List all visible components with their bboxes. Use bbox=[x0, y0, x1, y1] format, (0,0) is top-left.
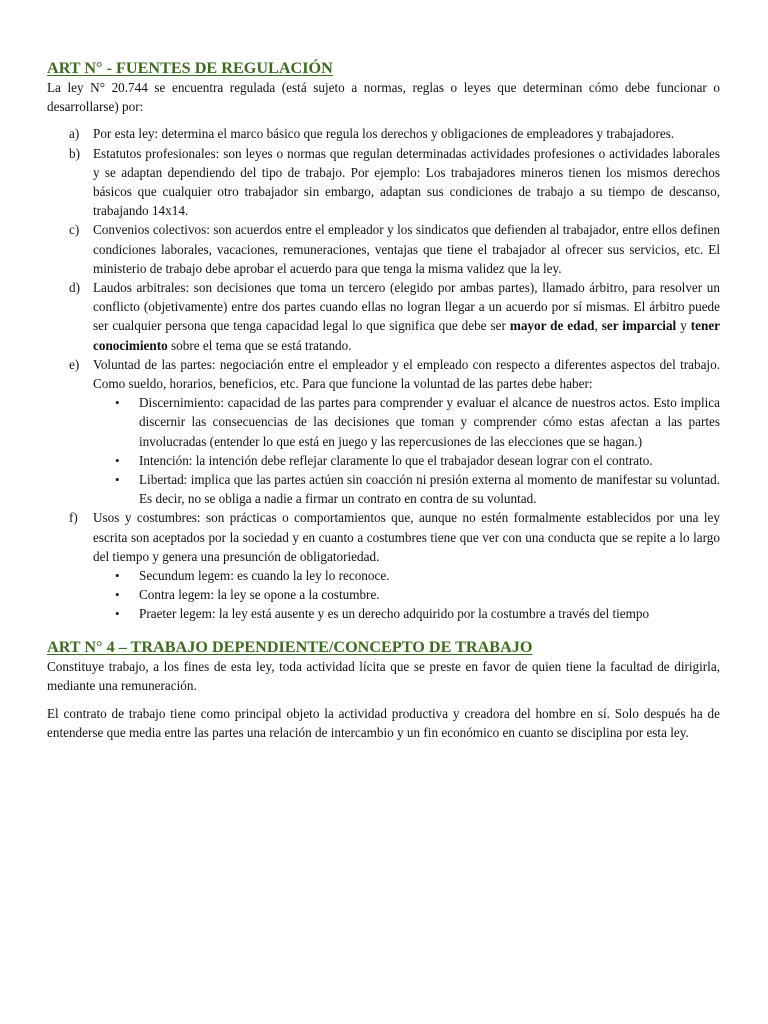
list-marker: b) bbox=[69, 145, 80, 161]
bullet-icon: • bbox=[115, 472, 120, 488]
bullet-item: • Discernimiento: capacidad de las partes para comprender y evaluar el alcance de nuestros actos. Esto implica discernir las consecuencias de las decisiones que toman y comprender cómo estas afectan a las partes involucradas (entender lo que está en juego y las repercusiones de las elecciones que se hagan.) bbox=[115, 395, 720, 449]
bullet-list bbox=[47, 393, 720, 508]
section-1-intro: La ley N° 20.744 se encuentra regulada (está sujeto a normas, reglas o leyes que determinan cómo debe funcionar o desarrollarse) por: bbox=[47, 80, 720, 115]
section-2-paragraph-1: Constituye trabajo, a los fines de esta ley, toda actividad lícita que se preste en favor de quien tiene la facultad de dirigirla, mediante una remuneración. bbox=[47, 658, 720, 693]
list-item bbox=[47, 355, 720, 509]
list-item bbox=[47, 278, 720, 355]
section-2-paragraph-2: El contrato de trabajo tiene como principal objeto la actividad productiva y creadora del hombre en sí. Solo después ha de entenderse que media entre las partes una relación de intercambio y un fin económico en cuanto se disciplina por esta ley. bbox=[47, 706, 720, 741]
list-item-text: Usos y costumbres: son prácticas o comportamientos que, aunque no estén formalmente establecidos por una ley escrita son aceptados por la sociedad y en cuanto a costumbres tiene que ver con una conducta que se repite a lo largo del tiempo y genera una presunción de obligatoriedad. bbox=[93, 510, 720, 564]
bold-term: tener conocimiento bbox=[93, 318, 721, 353]
bold-term: mayor de edad bbox=[509, 318, 595, 334]
list-item bbox=[47, 508, 720, 623]
bullet-item: • Libertad: implica que las partes actúen sin coacción ni presión externa al momento de manifestar su voluntad. Es decir, no se obliga a nadie a firmar un contrato en contra de su voluntad. bbox=[115, 472, 720, 507]
list-marker: d) bbox=[69, 280, 80, 296]
bullet-item: • Praeter legem: la ley está ausente y es un derecho adquirido por la costumbre a través del tiempo bbox=[47, 604, 720, 623]
list-marker: e) bbox=[69, 356, 80, 372]
list-item-text: Voluntad de las partes: negociación entre el empleador y el empleado con respecto a diferentes aspectos del trabajo. Como sueldo, horarios, beneficios, etc. Para que funcione la voluntad de las partes debe haber: bbox=[93, 356, 720, 392]
list-item bbox=[47, 124, 720, 143]
list-marker: f) bbox=[69, 510, 78, 526]
list-marker: a) bbox=[69, 126, 80, 142]
bullet-item: • Contra legem: la ley se opone a la costumbre. bbox=[47, 585, 720, 604]
section-1-title: ART N° - FUENTES DE REGULACIÓN bbox=[47, 59, 333, 77]
bullet-icon: • bbox=[115, 606, 120, 622]
bullet-item: • Intención: la intención debe reflejar claramente lo que el trabajador desean lograr con el contrato. bbox=[47, 451, 720, 470]
list-marker: c) bbox=[69, 222, 80, 238]
bullet-icon: • bbox=[115, 395, 120, 411]
bullet-item: • Secundum legem: es cuando la ley lo reconoce. bbox=[47, 566, 720, 585]
list-item-text: Por esta ley: determina el marco básico que regula los derechos y obligaciones de empleadores y trabajadores. bbox=[93, 126, 675, 142]
sources-list bbox=[47, 124, 720, 623]
list-item bbox=[47, 144, 720, 221]
list-item bbox=[47, 220, 720, 278]
bullet-icon: • bbox=[115, 452, 120, 468]
list-item-text: Laudos arbitrales: son decisiones que toma un tercero (elegido por ambas partes), llamado árbitro, para resolver un conflicto (objetivamente) entre dos partes cuando ellas no logran llegar a un acuerdo por sí mismas. El árbitro puede ser cualquier persona que tenga capacidad legal lo que significa que debe ser mayor de edad, ser imparcial y tener conocimiento sobre el tema que se está tratando. bbox=[93, 280, 721, 353]
bullet-icon: • bbox=[115, 568, 120, 584]
bold-term: ser imparcial bbox=[601, 318, 677, 334]
section-2-title: ART N° 4 – TRABAJO DEPENDIENTE/CONCEPTO DE TRABAJO bbox=[47, 637, 533, 656]
bullet-list bbox=[47, 566, 720, 624]
bullet-icon: • bbox=[115, 587, 120, 603]
list-item-text: Convenios colectivos: son acuerdos entre el empleador y los sindicatos que defienden al trabajador, entre ellos definen condiciones laborales, vacaciones, remuneraciones, ventajas que tiene el trabajador al ofrecer sus servicios, etc. El ministerio de trabajo debe aprobar el acuerdo para que tenga la misma validez que la ley. bbox=[93, 222, 720, 276]
list-item-text: Estatutos profesionales: son leyes o normas que regulan determinadas actividades profesiones o actividades laborales y se adaptan dependiendo del tipo de trabajo. Por ejemplo: Los trabajadores mineros tienen los mismos derechos básicos que cualquier otro trabajador sin embargo, adaptan sus condiciones de trabajo a su tiempo de descanso, trabajando 14x14. bbox=[93, 145, 720, 219]
